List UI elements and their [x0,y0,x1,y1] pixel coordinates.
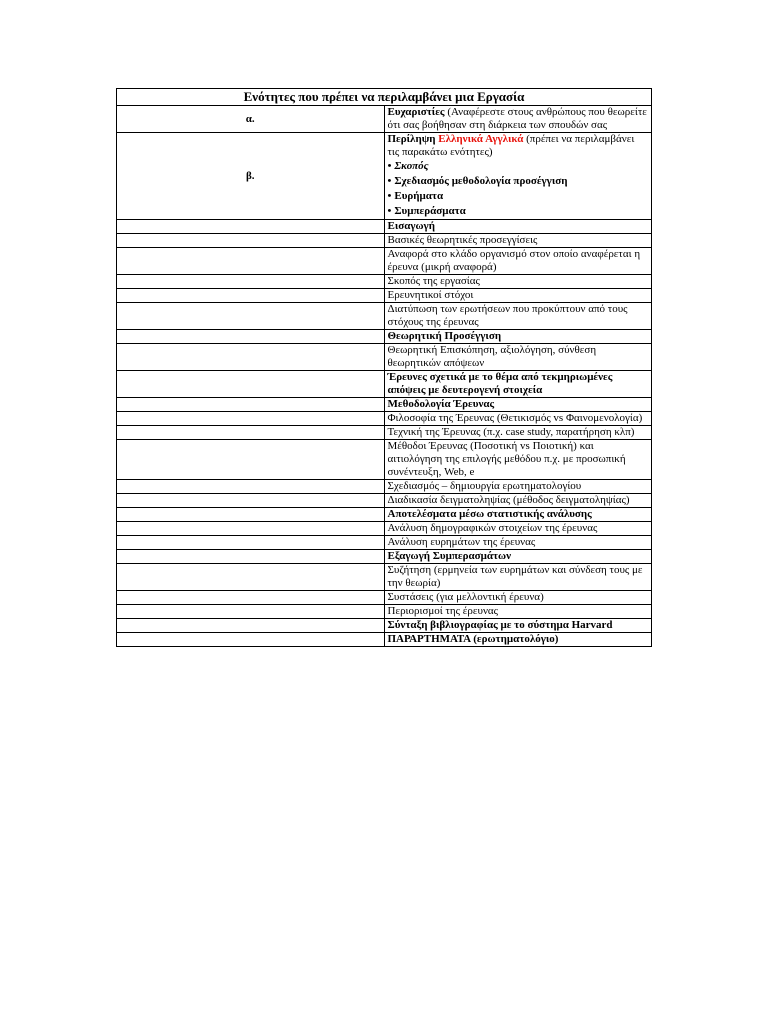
table-row [117,591,652,605]
row-heading: Αποτελέσματα μέσω στατιστικής ανάλυσης [384,508,652,522]
table-row [117,275,652,289]
table-row [117,494,652,508]
section-b-label: β. [117,133,385,220]
table-row [117,248,652,275]
table-row [117,398,652,412]
table-row [117,605,652,619]
section-b-cell [384,133,652,220]
table-row [117,289,652,303]
table-title-row [117,89,652,106]
row-index-cell [117,633,385,647]
row-heading: Σύνταξη βιβλιογραφίας με το σύστημα Harvard [384,619,652,633]
row-index-cell [117,480,385,494]
table-row [117,536,652,550]
table-row [117,330,652,344]
table-row [117,440,652,480]
row-index-cell [117,564,385,591]
section-a-description: (Αναφέρεστε στους ανθρώπους που θεωρείτε ότι σας βοήθησαν στη διάρκεια των σπουδών σας [387,106,647,131]
row-heading: ΠΑΡΑΡΤΗΜΑΤΑ (ερωτηματολόγιο) [384,633,652,647]
bullet-item: • Συμπεράσματα [388,204,649,219]
row-index-cell [117,494,385,508]
section-a-heading: Ευχαριστίες [387,106,445,118]
section-a-cell [384,106,652,133]
row-text: Αναφορά στο κλάδο οργανισμό στον οποίο αναφέρεται η έρευνα (μικρή αναφορά) [384,248,652,275]
row-text: Βασικές θεωρητικές προσεγγίσεις [384,234,652,248]
section-b-languages: Ελληνικά Αγγλικά [438,133,524,145]
row-text: Σχεδιασμός – δημιουργία ερωτηματολογίου [384,480,652,494]
row-index-cell [117,508,385,522]
row-text: Ανάλυση δημογραφικών στοιχείων της έρευνας [384,522,652,536]
row-text: Θεωρητική Επισκόπηση, αξιολόγηση, σύνθεση θεωρητικών απόψεων [384,344,652,371]
bullet-item: • Ευρήματα [388,189,649,204]
table-row [117,619,652,633]
table-row [117,564,652,591]
row-text: Συζήτηση (ερμηνεία των ευρημάτων και σύνδεση τους με την θεωρία) [384,564,652,591]
table-row [117,480,652,494]
row-text: Ανάλυση ευρημάτων της έρευνας [384,536,652,550]
table-row [117,550,652,564]
row-index-cell [117,371,385,398]
table-row [117,220,652,234]
row-text: Διαδικασία δειγματοληψίας (μέθοδος δειγματοληψίας) [384,494,652,508]
row-index-cell [117,330,385,344]
section-b-heading: Περίληψη [387,133,436,145]
row-text: Συστάσεις (για μελλοντική έρευνα) [384,591,652,605]
row-index-cell [117,344,385,371]
table-row [117,234,652,248]
row-index-cell [117,248,385,275]
row-text: Διατύπωση των ερωτήσεων που προκύπτουν από τους στόχους της έρευνας [384,303,652,330]
row-index-cell [117,412,385,426]
row-index-cell [117,426,385,440]
row-index-cell [117,536,385,550]
table-row [117,426,652,440]
table-title: Ενότητες που πρέπει να περιλαμβάνει μια Εργασία [117,89,652,106]
bullet-item: • Σκοπός [388,159,649,174]
row-heading: Εισαγωγή [384,220,652,234]
bullet-item: • Σχεδιασμός μεθοδολογία προσέγγιση [388,174,649,189]
section-b-description: (πρέπει να περιλαμβάνει τις παρακάτω ενότητες) [387,133,635,158]
row-text: Ερευνητικοί στόχοι [384,289,652,303]
table-row [117,522,652,536]
table-row [117,633,652,647]
row-heading: Θεωρητική Προσέγγιση [384,330,652,344]
row-heading: Μεθοδολογία Έρευνας [384,398,652,412]
row-index-cell [117,303,385,330]
row-text: Φιλοσοφία της Έρευνας (Θετικισμός vs Φαινομενολογία) [384,412,652,426]
row-text: Σκοπός της εργασίας [384,275,652,289]
section-b-row [117,133,652,220]
row-index-cell [117,591,385,605]
row-index-cell [117,275,385,289]
row-text: Περιορισμοί της έρευνας [384,605,652,619]
row-text: Μέθοδοι Έρευνας (Ποσοτική vs Ποιοτική) και αιτιολόγηση της επιλογής μεθόδου π.χ. με προσωπική συνέντευξη, Web, e [384,440,652,480]
row-heading: Έρευνες σχετικά με το θέμα από τεκμηριωμένες απόψεις με δευτερογενή στοιχεία [384,371,652,398]
row-heading: Εξαγωγή Συμπερασμάτων [384,550,652,564]
table-row [117,371,652,398]
row-index-cell [117,550,385,564]
row-index-cell [117,398,385,412]
row-index-cell [117,234,385,248]
table-row [117,508,652,522]
row-index-cell [117,605,385,619]
row-index-cell [117,440,385,480]
row-index-cell [117,522,385,536]
section-a-row [117,106,652,133]
row-index-cell [117,289,385,303]
row-index-cell [117,220,385,234]
table-row [117,344,652,371]
sections-table [116,88,652,647]
row-index-cell [117,619,385,633]
table-row [117,303,652,330]
table-row [117,412,652,426]
row-text: Τεχνική της Έρευνας (π.χ. case study, παρατήρηση κλπ) [384,426,652,440]
section-a-label: α. [117,106,385,133]
